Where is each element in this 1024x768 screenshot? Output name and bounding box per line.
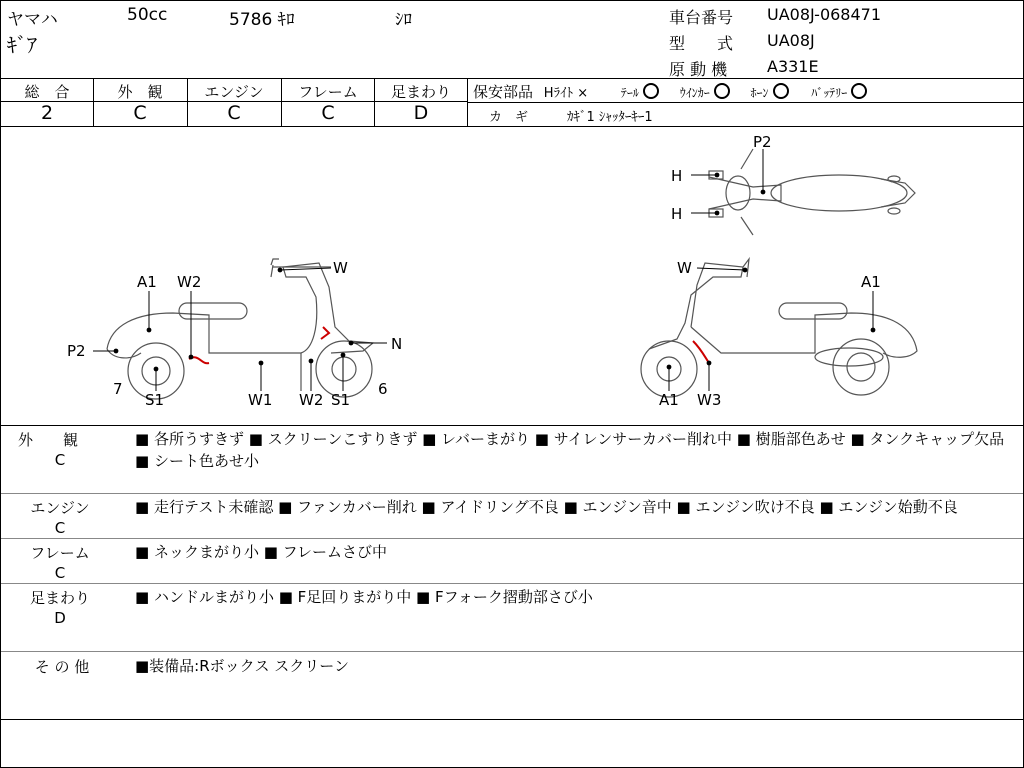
grade-value-suspension: D — [413, 102, 429, 124]
notes-frame: ■ ネックまがり小 ■ フレームさび中 — [135, 543, 388, 561]
label-left-n: N — [391, 335, 403, 353]
type-label: 型 式 — [669, 34, 734, 53]
divider — [1, 719, 1023, 720]
label-left-w2b: W2 — [299, 391, 324, 409]
battery-label: ﾊﾞｯﾃﾘｰ — [811, 86, 848, 100]
winker-label: ｳｲﾝｶｰ — [679, 86, 710, 100]
maker: ヤマハ — [7, 10, 58, 30]
divider — [1, 538, 1023, 539]
scooter-top-view — [709, 149, 915, 235]
grade-label-overall: 総 合 — [24, 83, 70, 101]
engine-label: 原 動 機 — [669, 60, 728, 79]
frame-no: UA08J-068471 — [767, 5, 882, 24]
label-top-p2: P2 — [753, 133, 772, 151]
label-left-6: 6 — [378, 380, 388, 398]
category-grade-exterior: C — [54, 451, 66, 469]
tail-label: ﾃｰﾙ — [620, 86, 639, 100]
category-grade-engine: C — [54, 519, 66, 537]
model-name: ｷﾞｱ — [7, 33, 37, 57]
circle-ok-icon — [643, 83, 659, 99]
circle-ok-icon — [773, 83, 789, 99]
divider — [1, 425, 1023, 426]
notes-exterior: ■ 各所うすきず ■ スクリーンこすりきず ■ レバーまがり ■ サイレンサーカバー削れ中 ■ 樹脂部色あせ ■ タンクキャップ欠品 ■ シート色あせ小 — [135, 430, 1005, 470]
category-suspension: 足まわり — [29, 589, 90, 607]
grade-value-engine: C — [227, 102, 241, 124]
label-left-s1a: S1 — [145, 391, 165, 409]
label-right-w3: W3 — [697, 391, 722, 409]
label-left-s1b: S1 — [331, 391, 351, 409]
color: ｼﾛ — [395, 10, 412, 30]
safety-parts-row — [473, 81, 867, 102]
key-value: ｶｷﾞ1 ｼｬｯﾀｰｷｰ1 — [567, 110, 653, 125]
safety-label: 保安部品 — [473, 83, 534, 101]
divider — [1, 651, 1023, 652]
grade-value-exterior: C — [133, 102, 147, 124]
grade-value-frame: C — [321, 102, 335, 124]
label-left-p2: P2 — [67, 342, 86, 360]
headlight-status: Hﾗｲﾄ × — [543, 86, 589, 101]
scooter-diagram — [1, 127, 1023, 425]
label-left-w2: W2 — [177, 273, 202, 291]
type-value: UA08J — [767, 31, 815, 50]
label-right-a1b: A1 — [659, 391, 679, 409]
label-right-w: W — [677, 259, 692, 277]
label-left-w1: W1 — [248, 391, 273, 409]
notes-other: ■装備品:Rボックス スクリーン — [135, 657, 349, 675]
label-top-h2: H — [671, 205, 683, 223]
label-left-a1: A1 — [137, 273, 157, 291]
circle-ok-icon — [714, 83, 730, 99]
divider — [467, 102, 1023, 103]
label-left-7: 7 — [113, 380, 123, 398]
category-other: そ の 他 — [34, 658, 90, 676]
leader-lines — [93, 149, 873, 391]
category-exterior: 外 観 — [17, 431, 78, 449]
category-grade-frame: C — [54, 564, 66, 582]
circle-ok-icon — [851, 83, 867, 99]
displacement: 50cc — [127, 5, 168, 25]
label-right-a1: A1 — [861, 273, 881, 291]
category-grade-suspension: D — [54, 609, 66, 627]
divider — [1, 583, 1023, 584]
category-frame: フレーム — [30, 544, 90, 562]
label-top-h1: H — [671, 167, 683, 185]
notes-suspension: ■ ハンドルまがり小 ■ F足回りまがり中 ■ Fフォーク摺動部さび小 — [135, 588, 593, 606]
grade-value-overall: 2 — [40, 102, 54, 124]
engine-value: A331E — [767, 57, 819, 76]
divider — [1, 493, 1023, 494]
label-left-w: W — [333, 259, 348, 277]
mileage: 5786 ｷﾛ — [229, 10, 295, 30]
notes-engine: ■ 走行テスト未確認 ■ ファンカバー削れ ■ アイドリング不良 ■ エンジン音中 ■ エンジン吹け不良 ■ エンジン始動不良 — [135, 498, 958, 516]
grade-label-frame: フレーム — [298, 83, 358, 101]
grade-label-exterior: 外 観 — [117, 83, 163, 101]
grade-label-engine: エンジン — [204, 83, 264, 101]
grade-label-suspension: 足まわり — [390, 83, 451, 101]
damage-marks — [189, 327, 709, 363]
category-engine: エンジン — [30, 499, 90, 517]
frame-no-label: 車台番号 — [669, 8, 734, 27]
horn-label: ﾎｰﾝ — [750, 86, 769, 100]
key-label: カ ギ — [489, 110, 529, 125]
divider — [1, 78, 1023, 79]
marker-dots — [114, 173, 876, 372]
